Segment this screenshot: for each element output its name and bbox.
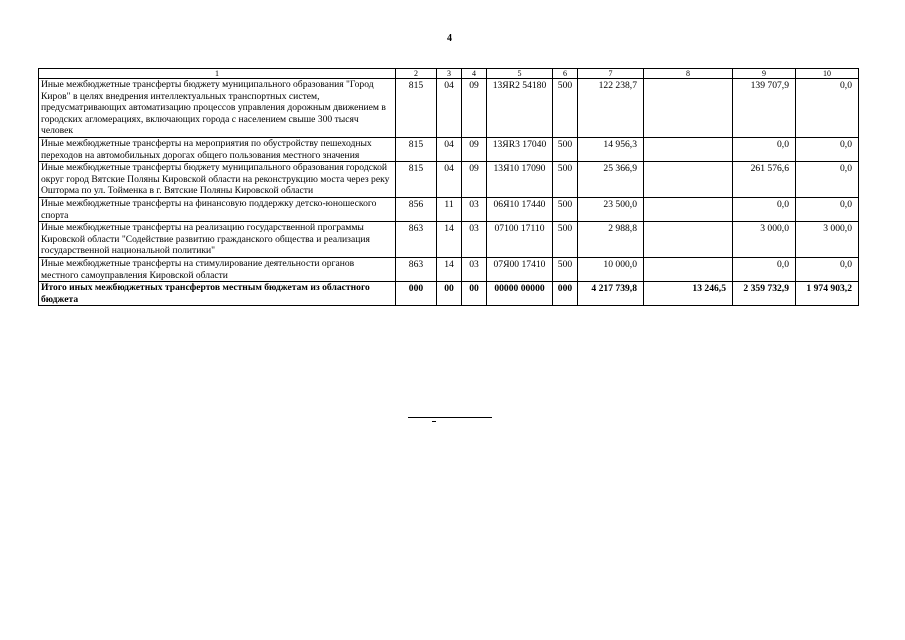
column-header: 6 — [553, 69, 578, 79]
cell-col2: 815 — [396, 137, 437, 161]
cell-col5: 13Я10 17090 — [487, 162, 553, 198]
total-col5: 00000 00000 — [487, 282, 553, 306]
column-header: 3 — [437, 69, 462, 79]
total-col8: 13 246,5 — [644, 282, 733, 306]
table-row — [39, 79, 859, 138]
cell-col7: 2 988,8 — [578, 222, 644, 258]
cell-col2: 863 — [396, 222, 437, 258]
column-header: 7 — [578, 69, 644, 79]
table-row — [39, 222, 859, 258]
cell-col5: 13ЯR3 17040 — [487, 137, 553, 161]
header-row — [39, 69, 859, 79]
cell-col7: 25 366,9 — [578, 162, 644, 198]
cell-col4: 03 — [462, 197, 487, 221]
cell-col9: 0,0 — [733, 137, 796, 161]
page-number: 4 — [447, 33, 452, 44]
total-col3: 00 — [437, 282, 462, 306]
cell-col10: 3 000,0 — [796, 222, 859, 258]
total-row-name: Итого иных межбюджетных трансфертов местным бюджетам из областного бюджета — [39, 282, 396, 306]
cell-col9: 139 707,9 — [733, 79, 796, 138]
column-header: 9 — [733, 69, 796, 79]
cell-col6: 500 — [553, 257, 578, 281]
column-header: 2 — [396, 69, 437, 79]
cell-col4: 09 — [462, 79, 487, 138]
total-row — [39, 282, 859, 306]
transfers-table — [38, 68, 859, 306]
table-row — [39, 197, 859, 221]
cell-col4: 09 — [462, 137, 487, 161]
cell-col3: 04 — [437, 137, 462, 161]
cell-col7: 23 500,0 — [578, 197, 644, 221]
cell-col6: 500 — [553, 197, 578, 221]
cell-col5: 07100 17110 — [487, 222, 553, 258]
cell-col2: 815 — [396, 79, 437, 138]
total-col6: 000 — [553, 282, 578, 306]
cell-col2: 815 — [396, 162, 437, 198]
cell-col5: 06Я10 17440 — [487, 197, 553, 221]
column-header: 8 — [644, 69, 733, 79]
column-header: 5 — [487, 69, 553, 79]
end-divider — [408, 417, 492, 418]
cell-col8 — [644, 222, 733, 258]
cell-col9: 3 000,0 — [733, 222, 796, 258]
cell-col5: 13ЯR2 54180 — [487, 79, 553, 138]
total-col4: 00 — [462, 282, 487, 306]
cell-col6: 500 — [553, 137, 578, 161]
cell-col10: 0,0 — [796, 162, 859, 198]
cell-col8 — [644, 162, 733, 198]
cell-col4: 03 — [462, 222, 487, 258]
row-name: Иные межбюджетные трансферты бюджету муниципального образования "Город Киров" в целях внедрения интеллектуальных транспортных систем, предусматривающих автоматизацию процессов управления дорожным движением в городских агломерациях, включающих города с населением свыше 300 тысяч человек — [39, 79, 396, 138]
cell-col2: 863 — [396, 257, 437, 281]
cell-col3: 04 — [437, 79, 462, 138]
cell-col3: 11 — [437, 197, 462, 221]
row-name: Иные межбюджетные трансферты на реализацию государственной программы Кировской области "Содействие развитию гражданского общества и реализация государственной национальной политики" — [39, 222, 396, 258]
table-row — [39, 162, 859, 198]
cell-col10: 0,0 — [796, 79, 859, 138]
total-col10: 1 974 903,2 — [796, 282, 859, 306]
table-row — [39, 137, 859, 161]
column-header: 4 — [462, 69, 487, 79]
column-header: 1 — [39, 69, 396, 79]
total-col7: 4 217 739,8 — [578, 282, 644, 306]
cell-col8 — [644, 137, 733, 161]
row-name: Иные межбюджетные трансферты на финансовую поддержку детско-юношеского спорта — [39, 197, 396, 221]
row-name: Иные межбюджетные трансферты на мероприятия по обустройству пешеходных переходов на автомобильных дорогах общего пользования местного значения — [39, 137, 396, 161]
cell-col10: 0,0 — [796, 137, 859, 161]
cell-col3: 14 — [437, 257, 462, 281]
row-name: Иные межбюджетные трансферты бюджету муниципального образования городской округ город Вятские Поляны Кировской области на реконструкцию моста через реку Ошторма по ул. Тойменка в г. Вятские Поляны Кировской области — [39, 162, 396, 198]
cell-col3: 14 — [437, 222, 462, 258]
cell-col7: 10 000,0 — [578, 257, 644, 281]
table-row — [39, 257, 859, 281]
cell-col2: 856 — [396, 197, 437, 221]
cell-col7: 122 238,7 — [578, 79, 644, 138]
cell-col7: 14 956,3 — [578, 137, 644, 161]
end-divider-mark — [432, 421, 436, 422]
cell-col8 — [644, 257, 733, 281]
cell-col6: 500 — [553, 162, 578, 198]
column-header: 10 — [796, 69, 859, 79]
cell-col8 — [644, 79, 733, 138]
cell-col9: 261 576,6 — [733, 162, 796, 198]
cell-col3: 04 — [437, 162, 462, 198]
cell-col10: 0,0 — [796, 197, 859, 221]
total-col9: 2 359 732,9 — [733, 282, 796, 306]
cell-col4: 09 — [462, 162, 487, 198]
total-col2: 000 — [396, 282, 437, 306]
cell-col8 — [644, 197, 733, 221]
cell-col6: 500 — [553, 222, 578, 258]
cell-col4: 03 — [462, 257, 487, 281]
cell-col6: 500 — [553, 79, 578, 138]
cell-col5: 07Я00 17410 — [487, 257, 553, 281]
cell-col10: 0,0 — [796, 257, 859, 281]
row-name: Иные межбюджетные трансферты на стимулирование деятельности органов местного самоуправления Кировской области — [39, 257, 396, 281]
cell-col9: 0,0 — [733, 197, 796, 221]
cell-col9: 0,0 — [733, 257, 796, 281]
